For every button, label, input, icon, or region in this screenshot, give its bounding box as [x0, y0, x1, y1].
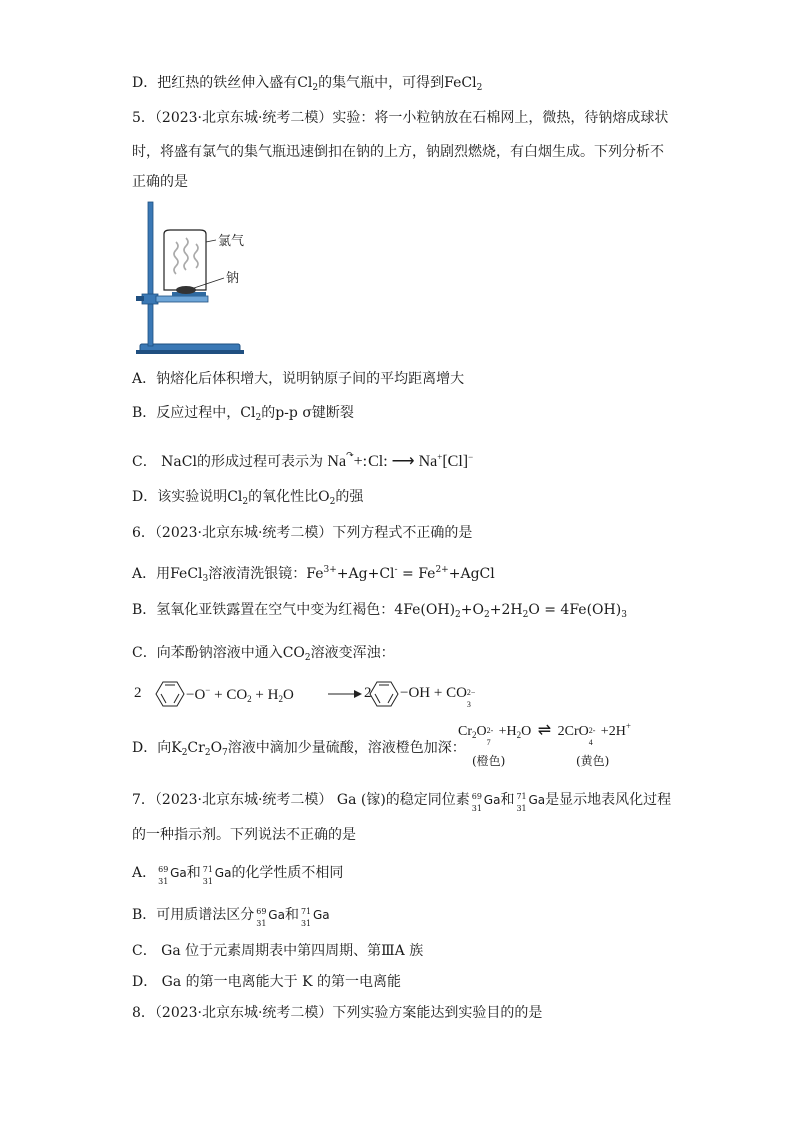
- label-chlorine: 氯气: [218, 233, 245, 248]
- q6-option-d: D．向$K_2Cr_2O_7$溶液中滴加少量硫酸，溶液橙色加深：: [132, 740, 466, 758]
- q4-option-d: D．把红热的铁丝伸入盛有$Cl_2$的集气瓶中，可得到FeCl$_2$: [132, 75, 483, 93]
- q6-option-b: B．氢氧化亚铁露置在空气中变为红褐色：$4Fe(OH)_2+O_2+2H_2O = 4Fe(OH)_3$: [132, 602, 627, 620]
- q5-option-a: A．钠熔化后体积增大，说明钠原子间的平均距离增大: [132, 371, 465, 387]
- q5-apparatus-figure: [132, 198, 252, 358]
- q6-option-a: A．用FeCl$_3$溶液清洗银镜：$Fe^{3+}+Ag+Cl^-$ = $Fe^{2+}+AgCl$: [132, 565, 495, 584]
- gas-jar: [164, 230, 206, 290]
- q5-stem-line-1: 5．（2023·北京东城·统考二模）实验：将一小粒钠放在石棉网上，微热，待钠熔成球状: [132, 110, 669, 126]
- eq-coefficient-1: 2: [134, 685, 142, 701]
- dichromate-equilibrium: $Cr_2O$ 2- 7 $+H_2O$ ⇌ 2CrO 2- 4 +2H+ (橙色) (黄色): [458, 721, 631, 768]
- q6-stem: 6．（2023·北京东城·统考二模）下列方程式不正确的是: [132, 525, 473, 541]
- q7-option-c: C． Ga 位于元素周期表中第四周期、第ⅢA 族: [132, 943, 424, 959]
- q5-stem-line-3: 正确的是: [132, 174, 188, 190]
- eq-coefficient-2: 2: [364, 685, 372, 701]
- q6-option-c: C．向苯酚钠溶液中通入$CO_2$溶液变浑浊：: [132, 645, 395, 663]
- q7-option-b: B．可用质谱法区分 69 31 Ga和 71 31 Ga: [132, 907, 330, 928]
- isotope-ga71: 71 31: [516, 792, 527, 813]
- q7-option-d: D． Ga 的第一电离能大于 K 的第一电离能: [132, 974, 402, 990]
- q7-option-a: A． 69 31 Ga和 71 31 Ga的化学性质不相同: [132, 865, 344, 886]
- benzene-ring-1: [156, 682, 184, 706]
- q7-stem-line-1: 7．（2023·北京东城·统考二模） Ga (镓)的稳定同位素 69 31 Ga和 71 31 Ga是显示地表风化过程: [132, 792, 672, 813]
- q7-stem-line-2: 的一种指示剂。下列说法不正确的是: [132, 827, 356, 843]
- stand-rod: [148, 202, 153, 346]
- q5-option-b: B．反应过程中，$Cl_2$的p-p σ键断裂: [132, 405, 354, 423]
- q5-option-d: D．该实验说明$Cl_2$的氧化性比$O_2$的强: [132, 489, 364, 507]
- q8-stem: 8．（2023·北京东城·统考二模）下列实验方案能达到实验目的的是: [132, 1005, 543, 1021]
- orange-label: (橙色): [472, 754, 506, 768]
- q5-option-c: C． NaCl的形成过程可表示为 Na↷+:Cl: ⟶ Na+[Cl]−: [132, 450, 474, 470]
- eq-phenol: −OH + CO 2− 3: [400, 685, 476, 709]
- nacl-formation-diagram: Na↷+:Cl: ⟶ Na+[Cl]−: [327, 450, 474, 470]
- yellow-label: (黄色): [576, 754, 610, 768]
- ring-platform: [156, 296, 208, 302]
- benzene-ring-2: [370, 682, 398, 706]
- sodium-lump: [176, 286, 196, 294]
- isotope-ga69: 69 31: [471, 792, 482, 813]
- eq-phenoxide: $-O^- + CO_2 + H_2O$: [186, 685, 294, 704]
- label-sodium: 钠: [226, 270, 240, 285]
- phenoxide-equation: [132, 676, 552, 712]
- q5-stem-line-2: 时，将盛有氯气的集气瓶迅速倒扣在钠的上方，钠剧烈燃烧，有白烟生成。下列分析不: [132, 144, 664, 160]
